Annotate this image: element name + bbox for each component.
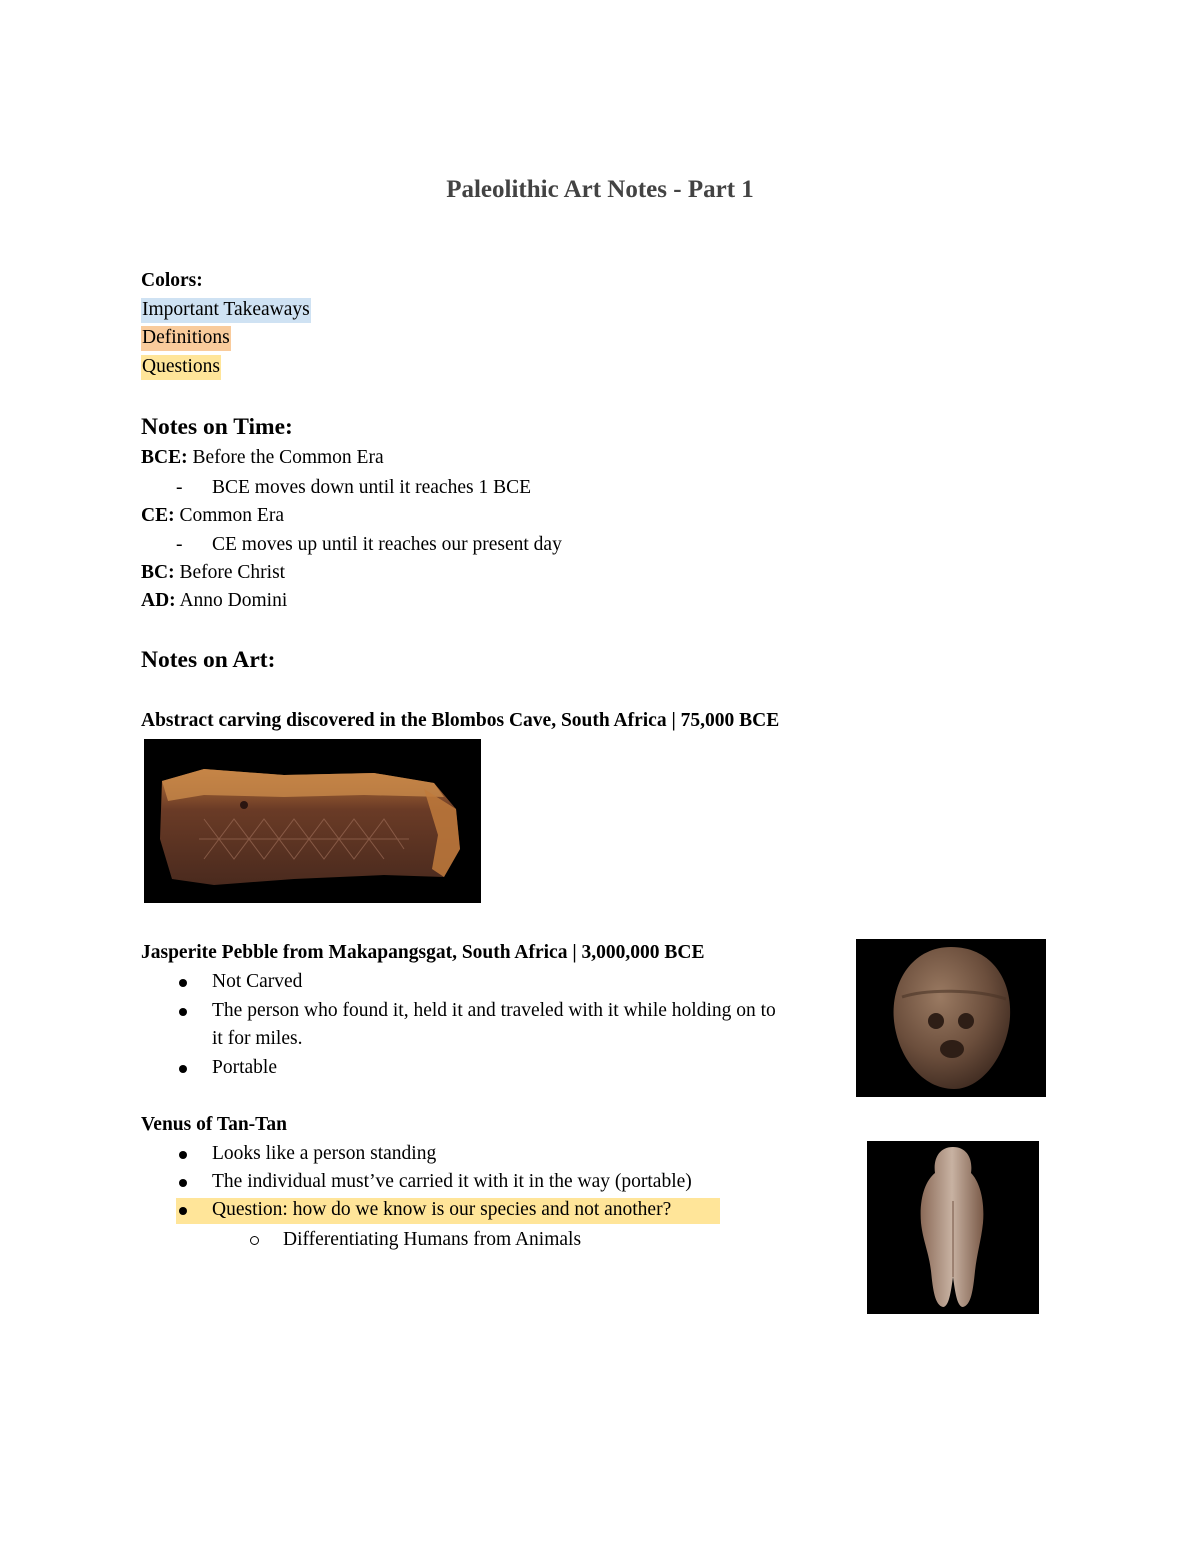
ce-definition: Common Era <box>174 505 284 526</box>
page-title: Paleolithic Art Notes - Part 1 <box>446 176 754 203</box>
ad-definition: Anno Domini <box>175 590 288 611</box>
legend-questions-label: Questions <box>141 355 221 380</box>
ochre-carving-photo <box>144 739 481 903</box>
pebble-photo <box>856 939 1046 1097</box>
colors-heading: Colors: <box>141 270 203 291</box>
time-heading: Notes on Time: <box>141 414 293 440</box>
art-heading: Notes on Art: <box>141 647 276 673</box>
ce-note: CE moves up until it reaches our present day <box>212 534 562 555</box>
venus-title: Venus of Tan-Tan <box>141 1114 287 1135</box>
pebble-icon <box>856 939 1046 1097</box>
bullet-marker <box>179 979 187 987</box>
legend-important-label: Important Takeaways <box>141 298 311 323</box>
ce-term: CE: <box>141 505 175 526</box>
bullet-marker <box>179 1151 187 1159</box>
legend-questions <box>141 357 221 377</box>
venus-sub-bullet: Differentiating Humans from Animals <box>283 1229 582 1250</box>
venus-figurine-photo <box>867 1141 1039 1314</box>
jasperite-title: Jasperite Pebble from Makapangsgat, South Africa | 3,000,000 BCE <box>141 942 705 963</box>
ochre-carving-icon <box>144 739 481 903</box>
sub-bullet-marker <box>250 1236 259 1245</box>
venus-question: Question: how do we know is our species and not another? <box>212 1199 672 1220</box>
bce-line <box>141 448 384 468</box>
bullet-marker <box>179 1065 187 1073</box>
venus-bullet-2: The individual must’ve carried it with it in the way (portable) <box>212 1171 692 1192</box>
dash-marker: - <box>176 534 183 555</box>
bc-line <box>141 563 285 583</box>
bullet-marker <box>179 1179 187 1187</box>
legend-important <box>141 300 311 320</box>
ad-term: AD: <box>141 590 176 611</box>
legend-definitions <box>141 328 231 348</box>
legend-definitions-label: Definitions <box>141 326 231 351</box>
venus-figurine-icon <box>867 1141 1039 1314</box>
bullet-marker <box>179 1008 187 1016</box>
bce-definition: Before the Common Era <box>187 447 384 468</box>
dash-marker: - <box>176 477 183 498</box>
jasperite-bullet-3: Portable <box>212 1057 277 1078</box>
blombos-title: Abstract carving discovered in the Blombos Cave, South Africa | 75,000 BCE <box>141 710 780 731</box>
ad-line <box>141 591 287 611</box>
venus-bullet-1: Looks like a person standing <box>212 1143 437 1164</box>
jasperite-bullet-2: The person who found it, held it and traveled with it while holding on to <box>212 1000 776 1021</box>
bc-term: BC: <box>141 562 175 583</box>
jasperite-bullet-1: Not Carved <box>212 971 303 992</box>
bullet-marker <box>179 1207 187 1215</box>
bc-definition: Before Christ <box>174 562 286 583</box>
ce-line <box>141 506 284 526</box>
bce-term: BCE: <box>141 447 188 468</box>
jasperite-bullet-2-cont: it for miles. <box>212 1028 303 1049</box>
bce-note: BCE moves down until it reaches 1 BCE <box>212 477 532 498</box>
